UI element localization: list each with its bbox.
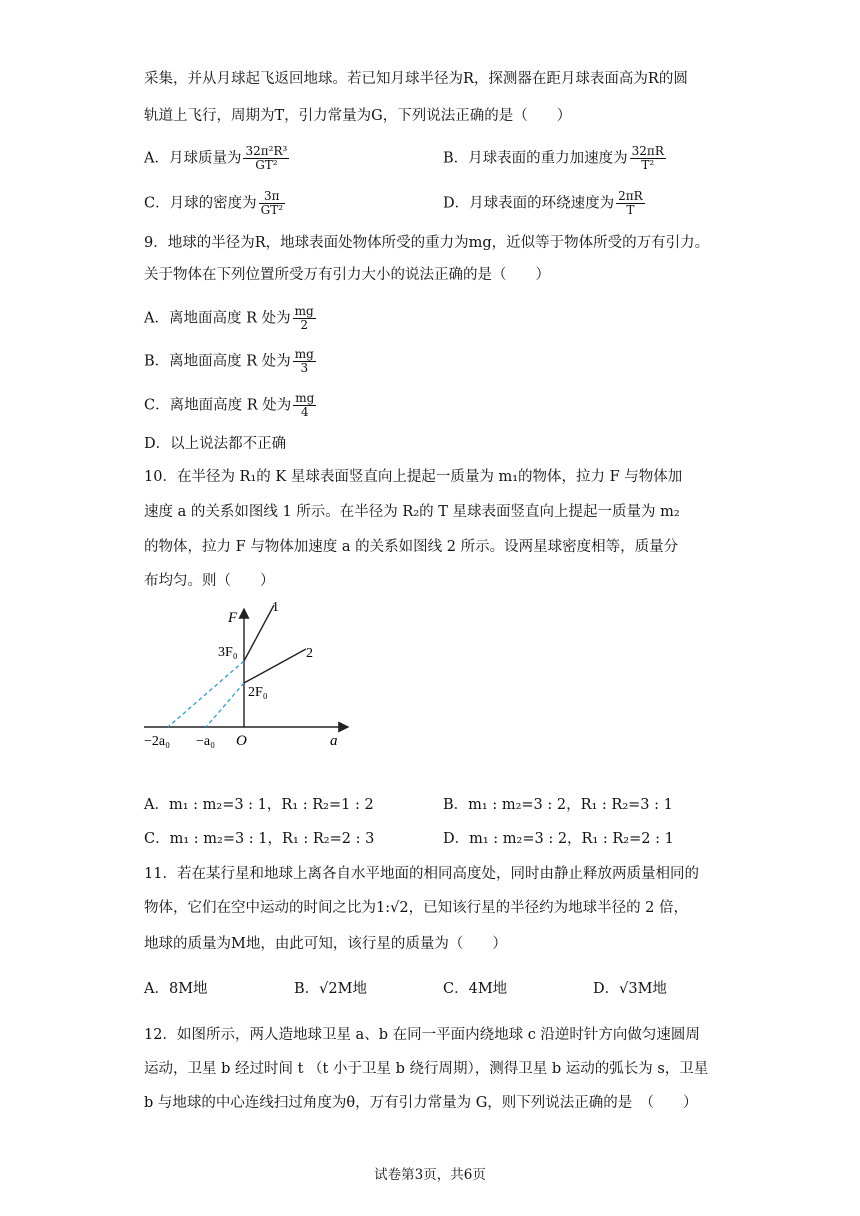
tick-neg2a0: −2a₀ — [144, 734, 170, 749]
q9-option-b-fraction: $\frac{mg}{3}$ — [294, 347, 314, 375]
q10-option-a[interactable]: A．m₁ : m₂=3 : 1，R₁ : R₂=1 : 2 — [144, 797, 374, 813]
q9-option-a-label: A．离地面高度 R 处为 — [144, 310, 291, 327]
q8-option-c-fraction: $\frac{3\pi}{\text{GT²}}$ — [260, 189, 284, 217]
q9-option-d-label: D．以上说法都不正确 — [144, 436, 287, 452]
q8-option-a-fraction: $\frac{\text{32π²R³}}{\text{GT²}}$ — [245, 144, 288, 172]
q10-line2: 速度 a 的关系如图线 1 所示。在半径为 R₂的 T 星球表面竖直向上提起一质量为 m₂ — [144, 504, 680, 520]
q8-line2: 轨道上飞行，周期为T，引力常量为G，下列说法正确的是（ ） — [144, 108, 572, 124]
q9-option-c[interactable] — [144, 392, 318, 419]
x-axis-label: a — [330, 733, 338, 749]
q11-option-a[interactable]: A．8M地 — [144, 981, 208, 997]
q10-option-b[interactable]: B．m₁ : m₂=3 : 2，R₁ : R₂=3 : 1 — [443, 797, 673, 813]
tick-nega0: −a₀ — [196, 734, 215, 749]
q8-option-a[interactable] — [144, 145, 291, 172]
graph-line-2 — [244, 649, 306, 683]
line1-label: 1 — [272, 600, 279, 615]
y-axis-label: F — [228, 610, 238, 626]
origin-label: O — [236, 733, 247, 749]
q11-line1: 11．若在某行星和地球上离各自水平地面的相同高度处，同时由静止释放两质量相同的 — [144, 866, 699, 882]
q8-option-a-label: A．月球质量为 — [144, 150, 242, 167]
q12-line1: 12．如图所示，两人造地球卫星 a、b 在同一平面内绕地球 c 沿逆时针方向做匀速圆周 — [144, 1027, 700, 1043]
q8-option-c[interactable] — [144, 190, 287, 217]
q11-line3: 地球的质量为M地，由此可知，该行星的质量为（ ） — [144, 936, 507, 952]
q9-line1: 9．地球的半径为R，地球表面处物体所受的重力为mg，近似等于物体所受的万有引力。 — [144, 235, 710, 251]
q12-line3: b 与地球的中心连线扫过角度为θ，万有引力常量为 G，则下列说法正确的是 （ ） — [144, 1095, 698, 1111]
tick-3F0: 3F₀ — [218, 645, 238, 660]
q11-option-c[interactable]: C．4M地 — [443, 981, 508, 997]
q9-line2: 关于物体在下列位置所受万有引力大小的说法正确的是（ ） — [144, 267, 550, 283]
tick-2F0: 2F₀ — [248, 685, 268, 700]
q12-line2: 运动，卫星 b 经过时间 t （t 小于卫星 b 绕行周期），测得卫星 b 运动的弧长为 s，卫星 — [144, 1061, 709, 1077]
q8-option-d-label: D．月球表面的环绕速度为 — [443, 195, 615, 212]
q8-option-b-fraction: $\frac{32\pi R}{\text{T²}}$ — [631, 144, 664, 172]
q8-option-d[interactable] — [443, 190, 647, 217]
graph-line-1 — [244, 605, 274, 661]
q9-option-c-label: C．离地面高度 R 处为 — [144, 397, 292, 414]
q9-option-b-label: B．离地面高度 R 处为 — [144, 353, 291, 370]
q10-line1: 10．在半径为 R₁的 K 星球表面竖直向上提起一质量为 m₁的物体，拉力 F 与物体加 — [144, 469, 683, 485]
q8-option-b[interactable] — [443, 145, 668, 172]
q10-line3: 的物体，拉力 F 与物体加速度 a 的关系如图线 2 所示。设两星球密度相等，质量分 — [144, 539, 679, 555]
line2-label: 2 — [306, 646, 313, 661]
q8-option-d-fraction: $\frac{2\pi R}{T}$ — [618, 189, 643, 217]
q9-option-d[interactable] — [144, 434, 286, 454]
q10-option-d[interactable]: D．m₁ : m₂=3 : 2，R₁ : R₂=2 : 1 — [443, 831, 674, 847]
q8-option-b-label: B．月球表面的重力加速度为 — [443, 150, 628, 167]
q9-option-a[interactable] — [144, 305, 318, 332]
q10-force-acceleration-graph — [140, 595, 360, 755]
q11-line2: 物体，它们在空中运动的时间之比为1:√2，已知该行星的半径约为地球半径的 2 倍， — [144, 900, 689, 916]
q11-option-d[interactable]: D．√3M地 — [593, 981, 667, 997]
line1-dashed-extension — [168, 661, 244, 727]
page-footer: 试卷第3页，共6页 — [374, 1167, 486, 1183]
q8-line1: 采集，并从月球起飞返回地球。若已知月球半径为R，探测器在距月球表面高为R的圆 — [144, 71, 688, 87]
q9-option-b[interactable] — [144, 348, 318, 375]
q10-line4: 布均匀。则（ ） — [144, 573, 275, 589]
q8-option-c-label: C．月球的密度为 — [144, 195, 257, 212]
q9-option-a-fraction: $\frac{mg}{2}$ — [294, 304, 314, 332]
q9-option-c-fraction: $\frac{mg}{4}$ — [295, 391, 315, 419]
q10-option-c[interactable]: C．m₁ : m₂=3 : 1，R₁ : R₂=2 : 3 — [144, 831, 375, 847]
q11-option-b[interactable]: B．√2M地 — [294, 981, 367, 997]
